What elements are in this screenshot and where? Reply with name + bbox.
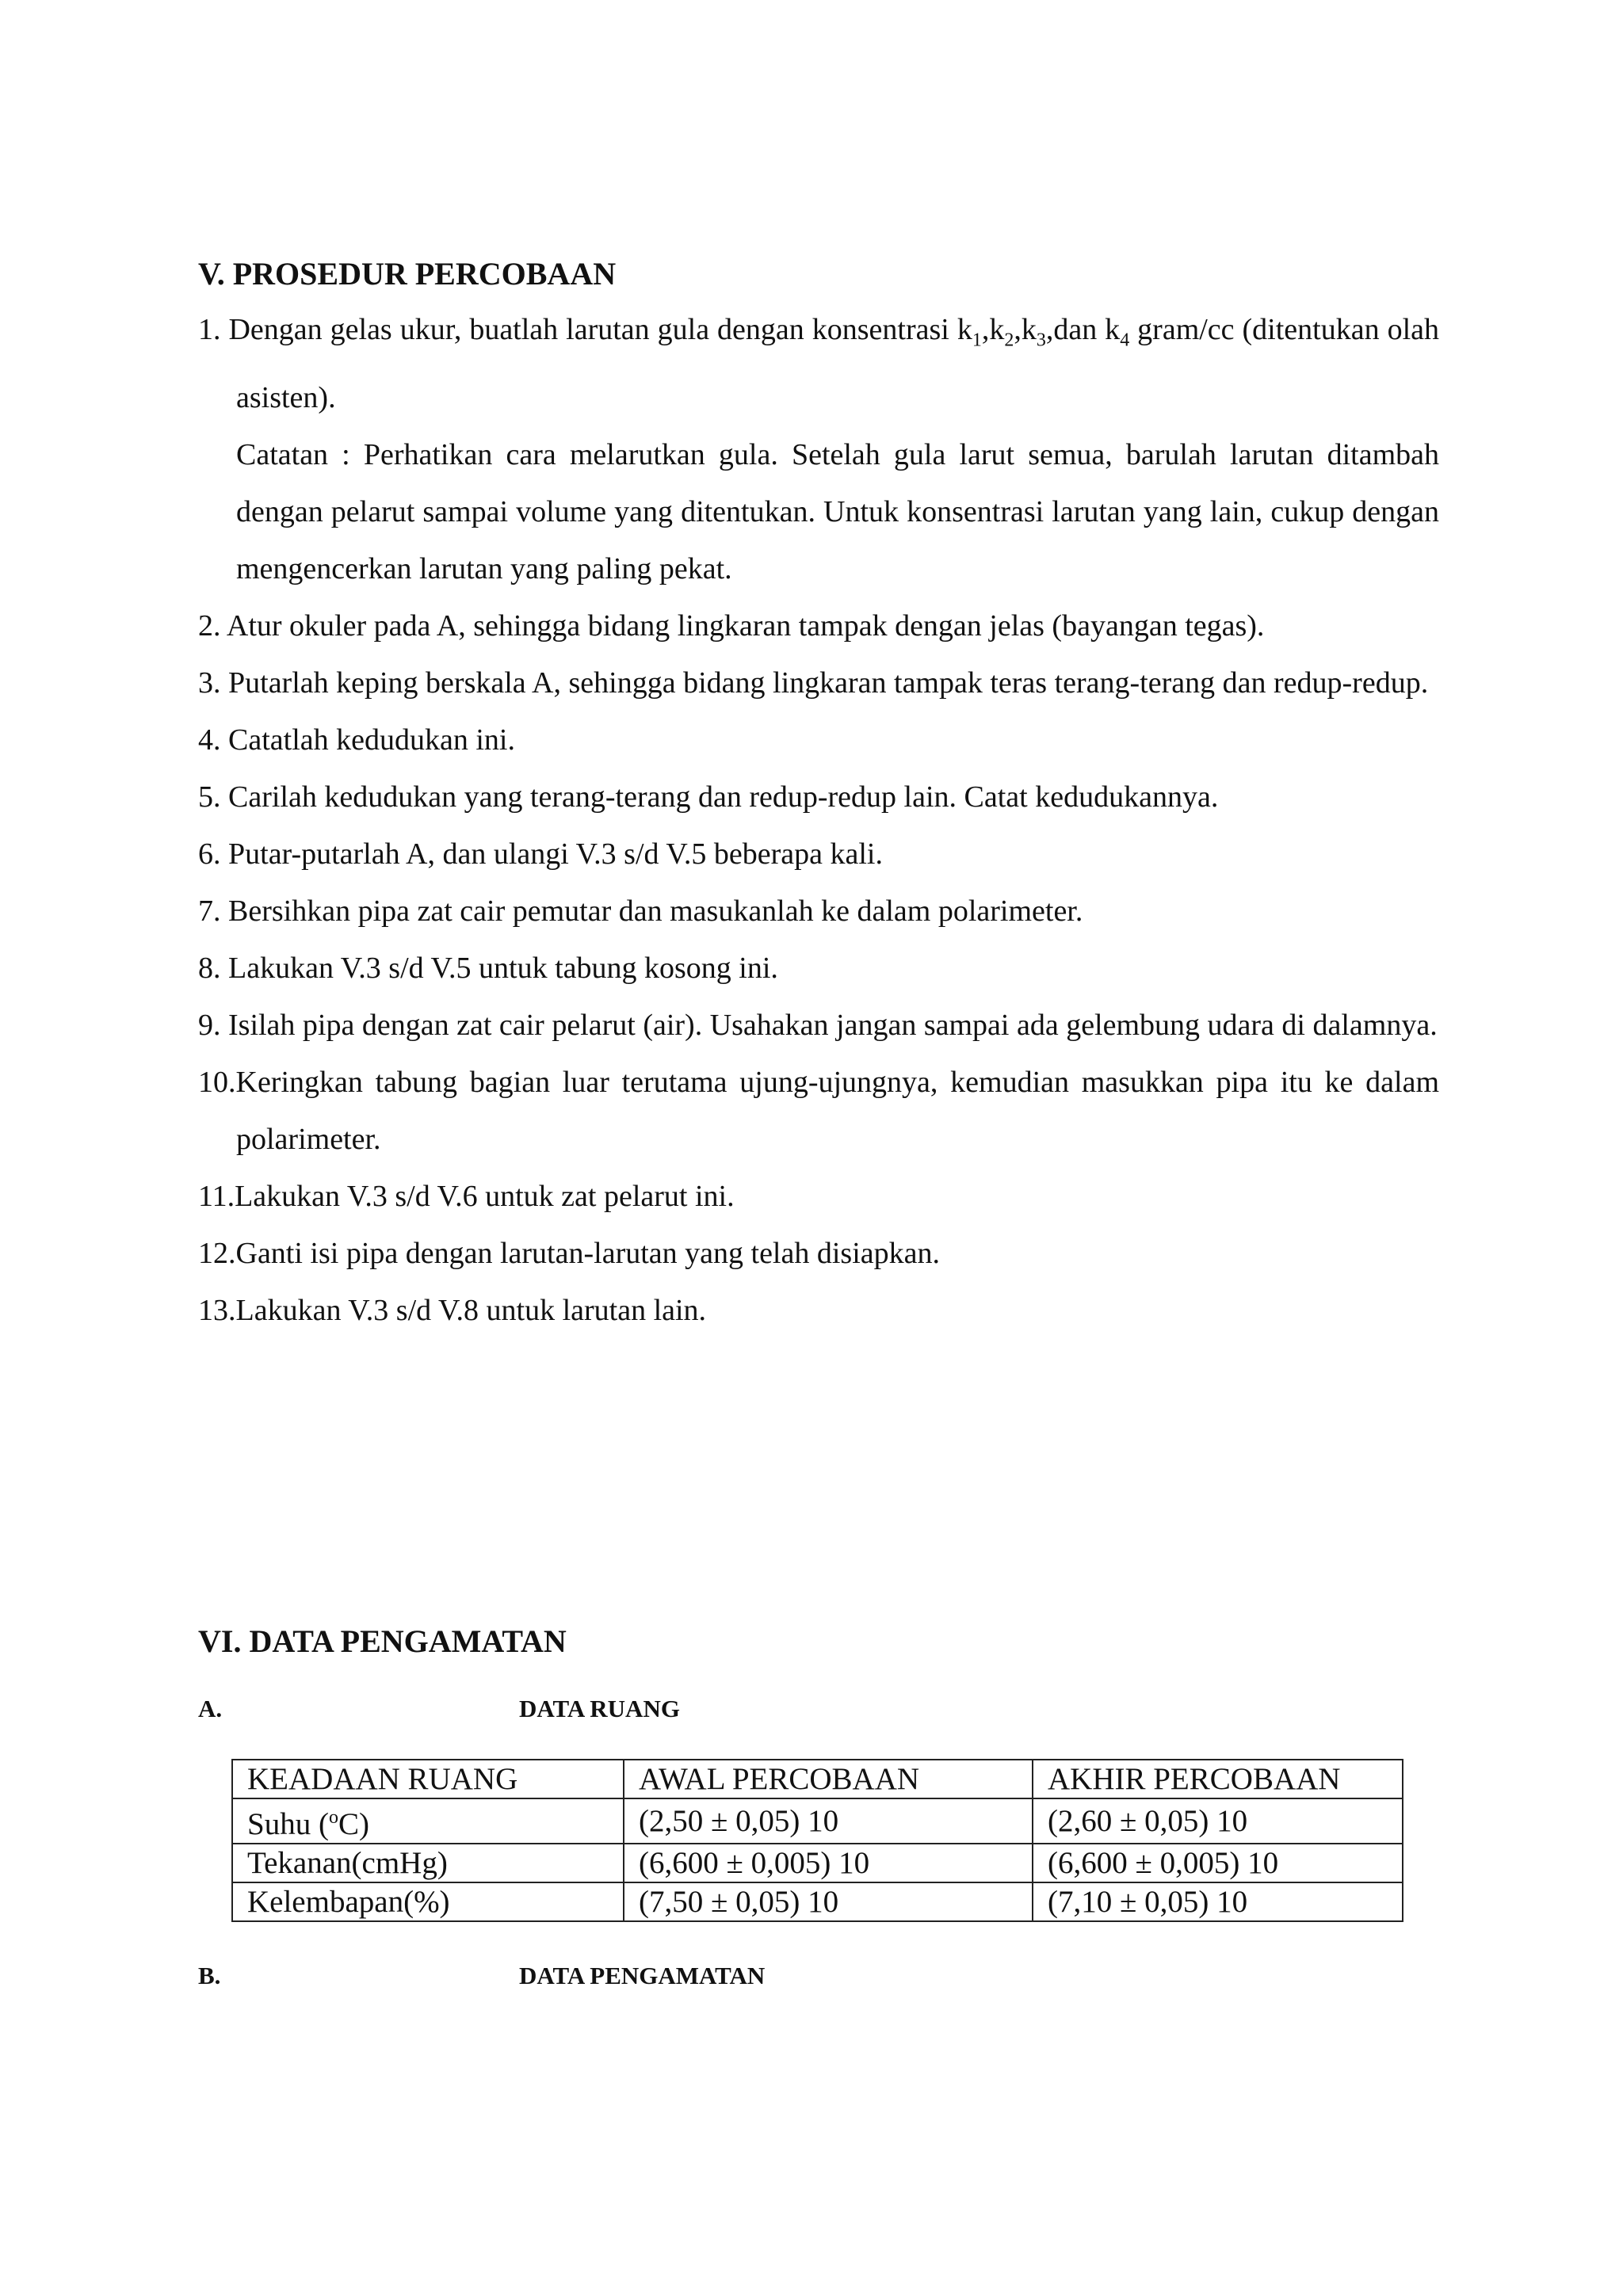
subsection-a-heading — [198, 1693, 1308, 1725]
procedure-step-1 — [198, 301, 1439, 426]
step-text: Isilah pipa dengan zat cair pelarut (air). Usahakan jangan sampai ada gelembung udara di dalamnya. — [228, 1008, 1438, 1042]
step-text: Carilah kedudukan yang terang-terang dan redup-redup lain. Catat kedudukannya. — [228, 780, 1219, 814]
procedure-step-2 — [198, 597, 1439, 654]
table-cell-label: Suhu ($^o$C) — [232, 1798, 624, 1844]
step-number: 2. — [198, 608, 221, 643]
table-row — [232, 1882, 1403, 1921]
procedure-step-9 — [198, 997, 1439, 1054]
subsection-letter: B. — [198, 1962, 221, 1989]
table-cell-awal: (6,600 ± 0,005) 10 — [624, 1844, 1033, 1882]
table-cell-label: Kelembapan(%) — [232, 1882, 624, 1921]
step-text: Catatlah kedudukan ini. — [228, 723, 515, 757]
procedure-list — [198, 301, 1439, 1339]
procedure-step-4 — [198, 711, 1439, 769]
step-number: 13. — [198, 1293, 236, 1327]
table-cell-awal: (2,50 ± 0,05) 10 — [624, 1798, 1033, 1844]
procedure-step-10 — [198, 1054, 1439, 1168]
table-cell-akhir: (6,600 ± 0,005) 10 — [1033, 1844, 1403, 1882]
table-header-cell: AWAL PERCOBAAN — [624, 1760, 1033, 1798]
step-number: 8. — [198, 951, 221, 985]
procedure-step-7 — [198, 883, 1439, 940]
step-text: Dengan gelas ukur, buatlah larutan gula dengan konsentrasi $k_1,k_2,k_3,dan$ $k_4$ gram/cc (ditentukan olah asisten). — [228, 313, 1439, 414]
step-number: 11. — [198, 1179, 235, 1213]
room-data-table — [231, 1759, 1403, 1922]
table-cell-akhir: (2,60 ± 0,05) 10 — [1033, 1798, 1403, 1844]
step-number: 7. — [198, 894, 221, 928]
procedure-step-11 — [198, 1168, 1439, 1225]
step-text: Putar-putarlah A, dan ulangi V.3 s/d V.5 beberapa kali. — [228, 837, 883, 871]
step-number: 12. — [198, 1236, 236, 1270]
procedure-step-13 — [198, 1282, 1439, 1339]
step-number: 10. — [198, 1065, 236, 1099]
procedure-step-5 — [198, 769, 1439, 826]
step-text: Keringkan tabung bagian luar terutama ujung-ujungnya, kemudian masukkan pipa itu ke dalam polarimeter. — [235, 1065, 1439, 1156]
subsection-letter: A. — [198, 1695, 223, 1722]
table-cell-awal: (7,50 ± 0,05) 10 — [624, 1882, 1033, 1921]
procedure-step-6 — [198, 826, 1439, 883]
step-number: 4. — [198, 723, 221, 757]
procedure-note: Catatan : Perhatikan cara melarutkan gula. Setelah gula larut semua, barulah larutan ditambah dengan pelarut sampai volume yang ditentukan. Untuk konsentrasi larutan yang lain, cukup dengan mengencerkan larutan yang paling pekat. — [236, 437, 1439, 585]
procedure-step-12 — [198, 1225, 1439, 1282]
step-text: Putarlah keping berskala A, sehingga bidang lingkaran tampak teras terang-terang dan redup-redup. — [228, 666, 1429, 700]
table-cell-akhir: (7,10 ± 0,05) 10 — [1033, 1882, 1403, 1921]
step-text: Bersihkan pipa zat cair pemutar dan masukanlah ke dalam polarimeter. — [228, 894, 1083, 928]
step-text: Lakukan V.3 s/d V.5 untuk tabung kosong ini. — [228, 951, 778, 985]
step-number: 9. — [198, 1008, 221, 1042]
procedure-step-3 — [198, 654, 1439, 711]
step-text: Ganti isi pipa dengan larutan-larutan yang telah disiapkan. — [235, 1236, 940, 1270]
table-header-cell: AKHIR PERCOBAAN — [1033, 1760, 1403, 1798]
section-title-data-pengamatan: VI. DATA PENGAMATAN — [198, 1623, 567, 1659]
step-number: 1. — [198, 313, 221, 346]
table-row — [232, 1798, 1403, 1844]
table-header-row — [232, 1760, 1403, 1798]
table-cell-label: Tekanan(cmHg) — [232, 1844, 624, 1882]
step-text: Atur okuler pada A, sehingga bidang lingkaran tampak dengan jelas (bayangan tegas). — [226, 608, 1265, 643]
step-number: 3. — [198, 666, 221, 700]
subsection-b-heading — [198, 1960, 1308, 1992]
subsection-title: DATA PENGAMATAN — [519, 1962, 766, 1989]
section-title-prosedur: V. PROSEDUR PERCOBAAN — [198, 256, 617, 292]
step-text: Lakukan V.3 s/d V.8 untuk larutan lain. — [235, 1293, 707, 1327]
subsection-title: DATA RUANG — [519, 1695, 680, 1722]
table-header-cell: KEADAAN RUANG — [232, 1760, 624, 1798]
step-number: 5. — [198, 780, 221, 814]
table-row — [232, 1844, 1403, 1882]
procedure-step-8 — [198, 940, 1439, 997]
step-number: 6. — [198, 837, 221, 871]
step-text: Lakukan V.3 s/d V.6 untuk zat pelarut ini. — [235, 1179, 735, 1213]
